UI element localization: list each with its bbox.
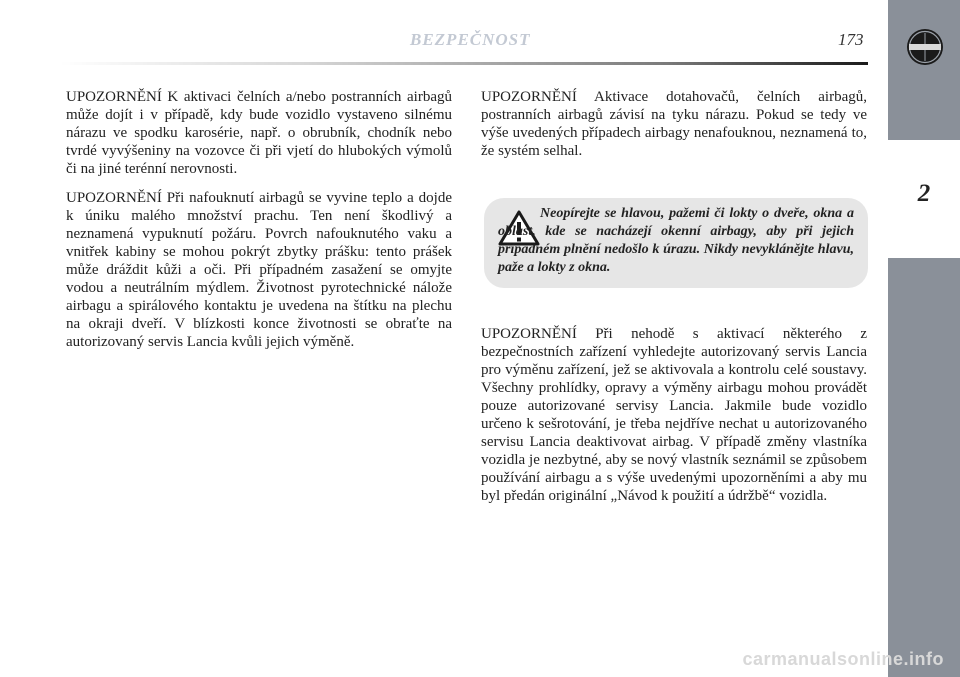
right-column-top (481, 88, 867, 171)
lancia-logo-icon (906, 28, 944, 66)
warning-text: Neopírejte se hlavou, pažemi či lokty o dveře, okna a oblast, kde se nacházejí okenní airbagy, aby při jejich případném plnění nedošlo k úrazu. Nikdy nevyklánějte hlavu, paže a lokty z okna. (498, 206, 854, 275)
right-paragraph-1: UPOZORNĚNÍ Aktivace dotahovačů, čelních airbagů, postranních airbagů závisí na tyku nárazu. Pokud se tedy ve výše uvedených případech airbagy nenafouknou, neznamená to, že systém selhal. (481, 89, 867, 159)
chapter-badge (888, 140, 960, 258)
header-divider (60, 62, 868, 65)
chapter-side-tab (888, 0, 960, 677)
left-paragraph-2: UPOZORNĚNÍ Při nafouknutí airbagů se vyvine teplo a dojde k úniku malého množství prachu. Ten není škodlivý a neznamená vypuknutí požáru. Povrch nafouknutého vaku a vnitřek kabiny se mohou pokrýt zbytky prášku: tento prášek může dráždit kůži a oči. Při případném zasažení se omyjte vodou a neutrálním mýdlem. Životnost pyrotechnické nálože airbagu a spirálového kontaktu je uvedena na štítku na plechu na okraji dveří. V blízkosti konce životnosti se obraťte na autorizovaný servis Lancia kvůli jejich výměně. (66, 190, 452, 350)
warning-box (484, 198, 868, 288)
page-header-title: BEZPEČNOST (410, 30, 531, 49)
left-paragraph-1: UPOZORNĚNÍ K aktivaci čelních a/nebo postranních airbagů může dojít i v případě, kdy bude vozidlo vystaveno silnému nárazu ve spodku karosérie, např. o obrubník, chodník nebo tvrdé vyvýšeniny na vozovce či při vjetí do hlubokých výmolů či na jiné terénní nerovnosti. (66, 89, 452, 177)
page-number: 173 (838, 30, 864, 49)
right-paragraph-2: UPOZORNĚNÍ Při nehodě s aktivací některého z bezpečnostních zařízení vyhledejte autorizovaný servis Lancia pro výměnu zařízení, jež se aktivovala a kontrolu celé soustavy. Všechny prohlídky, opravy a výměny airbagu mohou provádět pouze autorizované servisy Lancia. Jakmile bude vozidlo určeno k sešrotování, je třeba nejdříve nechat u autorizovaného servisu Lancia deaktivovat airbag. V případě změny vlastníka vozidla je nezbytné, aby se nový vlastník seznámil se způsobem používání airbagu a s výše uvedenými upozorněními a aby mu byl předán originální „Návod k použití a údržbě“ vozidla. (481, 326, 867, 504)
chapter-number: 2 (917, 180, 931, 207)
watermark: carmanualsonline.info (742, 649, 944, 669)
left-column (66, 88, 452, 362)
